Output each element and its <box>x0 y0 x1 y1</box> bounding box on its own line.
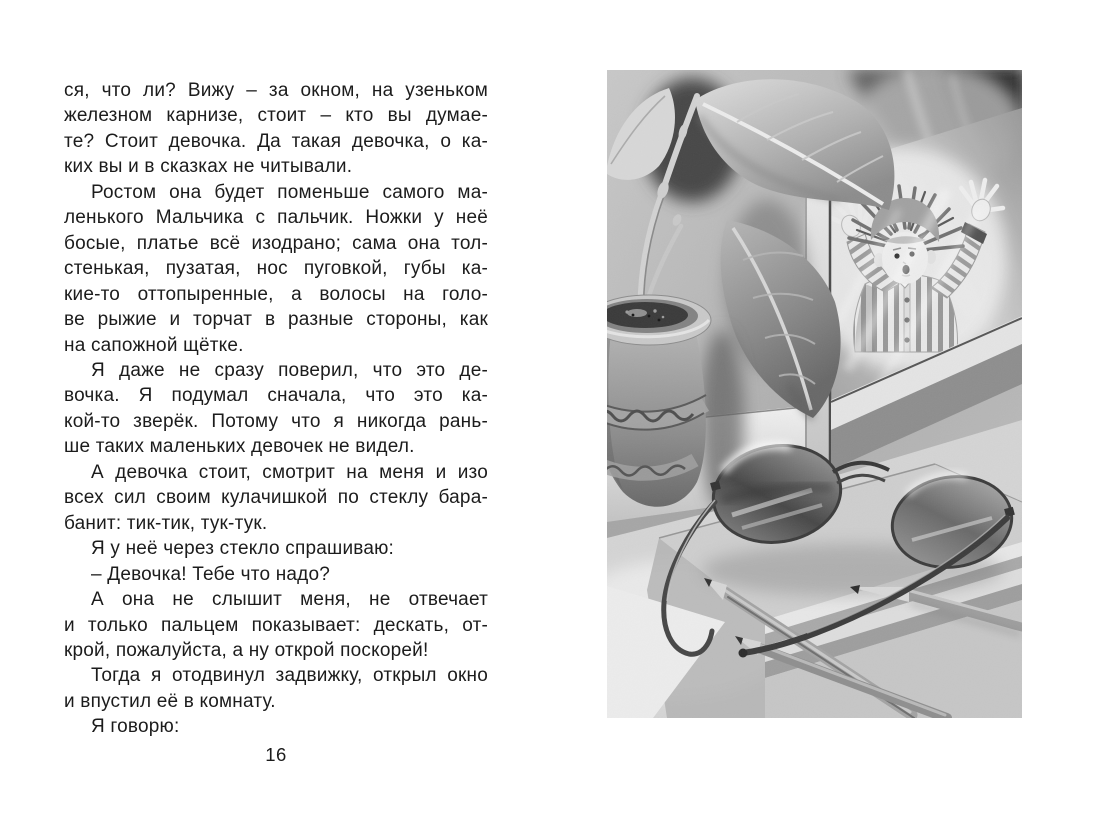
text-line: те? Стоит девочка. Да такая девочка, о ка- <box>64 130 488 152</box>
page-number: 16 <box>265 744 287 765</box>
text-line: ше таких маленьких девочек не видел. <box>64 436 415 458</box>
illustration <box>607 70 1022 718</box>
text-line: и только пальцем показывает: дескать, от- <box>64 614 488 636</box>
text-line: ся, что ли? Вижу – за окном, на узеньком <box>64 80 488 101</box>
text-line: на сапожной щётке. <box>64 334 244 356</box>
text-line: вочка. Я подумал сначала, что это ка- <box>64 385 488 407</box>
text-line: стенькая, пузатая, нос пуговкой, губы ка- <box>64 258 488 280</box>
text-line: банит: тик-тик, тук-тук. <box>64 512 268 534</box>
text-line: – Девочка! Тебе что надо? <box>91 563 330 585</box>
text-line: Тогда я отодвинул задвижку, открыл окно <box>91 665 488 687</box>
text-line: кие-то оттопыренные, а волосы на голо- <box>64 283 488 305</box>
text-column <box>64 78 488 740</box>
text-line: Я даже не сразу поверил, что это де- <box>91 359 488 381</box>
text-line: Ростом она будет поменьше самого ма- <box>91 181 488 203</box>
text-line: А девочка стоит, смотрит на меня и изо <box>91 461 488 483</box>
text-line: всех сил своим кулачишкой по стеклу бара- <box>64 487 488 509</box>
text-line: и впустил её в комнату. <box>64 690 276 712</box>
text-line: ве рыжие и торчат в разные стороны, как <box>64 309 488 331</box>
text-line: кой-то зверёк. Потому что я никогда рань- <box>64 410 488 432</box>
text-line: Я у неё через стекло спрашиваю: <box>91 538 395 560</box>
text-line: ленького Мальчика с пальчик. Ножки у неё <box>64 207 488 229</box>
text-line: босые, платье всё изодрано; сама она тол- <box>64 232 488 254</box>
text-line: ких вы и в сказках не читывали. <box>64 156 353 178</box>
paper-texture <box>607 70 1022 718</box>
text-line: железном карнизе, стоит – кто вы думае- <box>64 105 488 127</box>
text-line: А она не слышит меня, не отвечает <box>91 589 488 611</box>
text-line: крой, пожалуйста, а ну открой поскорей! <box>64 639 429 661</box>
text-line: Я говорю: <box>91 716 180 738</box>
